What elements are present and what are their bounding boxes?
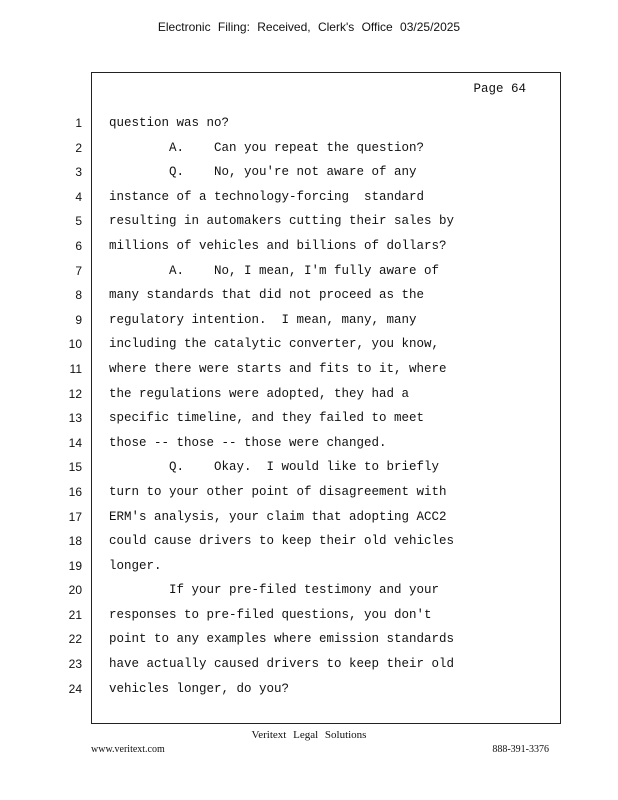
transcript-line [0,578,618,603]
line-number: 23 [68,657,82,672]
line-number: 14 [68,435,82,450]
line-text: question was no? [109,116,230,130]
line-number: 4 [75,189,82,204]
line-number: 9 [75,312,82,327]
line-text: millions of vehicles and billions of dollars? [109,238,447,253]
transcript-line [0,332,618,357]
line-text: regulatory intention. I mean, many, many [109,312,417,327]
line-text: turn to your other point of disagreement with [109,484,447,499]
line-number: 2 [75,140,82,155]
company-name: Veritext Legal Solutions [251,729,367,741]
line-text: resulting in automakers cutting their sales by [109,214,455,229]
line-number: 18 [68,534,82,549]
transcript-line [0,136,618,161]
line-number: 24 [68,681,82,696]
line-number: 8 [75,288,82,303]
line-number: 10 [68,337,82,352]
transcript-line [0,111,618,136]
line-number: 1 [75,116,82,130]
line-text: Q. Okay. I would like to briefly [109,460,440,475]
transcript-line [0,357,618,382]
line-text: instance of a technology-forcing standard [109,189,425,204]
company-phone: 888-391-3376 [492,744,549,755]
line-text: where there were starts and fits to it, where [109,361,447,376]
line-number: 19 [68,558,82,573]
line-text: If your pre-filed testimony and your [109,583,440,598]
transcript-line [0,554,618,579]
line-text: those -- those -- those were changed. [109,435,387,450]
electronic-filing-header: Electronic Filing: Received, Clerk's Office 03/25/2025 [157,20,461,34]
line-text: vehicles longer, do you? [109,681,290,696]
transcript-line [0,480,618,505]
transcript-line [0,652,618,677]
line-text: the regulations were adopted, they had a [109,386,410,401]
line-text: A. Can you repeat the question? [109,140,425,155]
line-number: 22 [68,632,82,647]
line-number: 6 [75,238,82,253]
line-number: 11 [69,361,82,376]
line-text: have actually caused drivers to keep their old [109,657,455,672]
transcript-line [0,455,618,480]
line-number: 17 [68,509,82,524]
line-number: 12 [68,386,82,401]
transcript-line [0,160,618,185]
transcript-line [0,185,618,210]
transcript-line [0,259,618,284]
line-text: many standards that did not proceed as the [109,288,425,303]
line-number: 21 [68,607,82,622]
line-number: 5 [75,214,82,229]
line-number: 7 [75,263,82,278]
line-text: could cause drivers to keep their old vehicles [109,534,455,549]
line-number: 16 [68,484,82,499]
transcript-line [0,529,618,554]
company-website: www.veritext.com [91,744,165,755]
line-text: Q. No, you're not aware of any [109,165,417,180]
line-number: 13 [68,411,82,426]
line-text: specific timeline, and they failed to meet [109,411,425,426]
line-text: longer. [109,558,162,573]
line-text: A. No, I mean, I'm fully aware of [109,263,440,278]
transcript-line [0,677,618,702]
transcript-line [0,505,618,530]
transcript-line [0,283,618,308]
page-number: Page 64 [473,82,526,96]
transcript-line [0,209,618,234]
line-text: point to any examples where emission standards [109,632,455,647]
transcript-line [0,603,618,628]
line-text: responses to pre-filed questions, you don't [109,607,432,622]
line-text: including the catalytic converter, you know, [109,337,440,352]
transcript-line [0,308,618,333]
transcript-lines [0,111,618,701]
line-text: ERM's analysis, your claim that adopting ACC2 [109,509,447,524]
transcript-line [0,431,618,456]
transcript-line [0,627,618,652]
line-number: 3 [75,165,82,180]
line-number: 15 [68,460,82,475]
line-number: 20 [68,583,82,598]
transcript-line [0,382,618,407]
transcript-line [0,234,618,259]
transcript-line [0,406,618,431]
